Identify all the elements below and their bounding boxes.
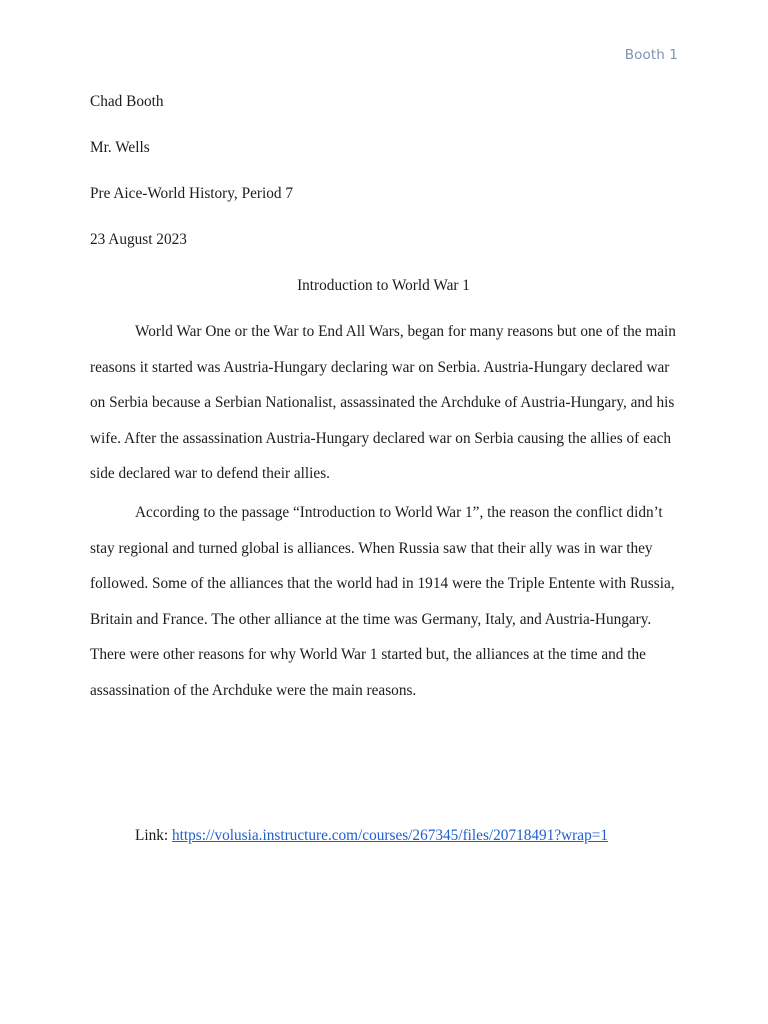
link-label: Link:: [135, 827, 172, 844]
running-head: Booth 1: [624, 47, 678, 63]
source-link[interactable]: https://volusia.instructure.com/courses/267345/files/20718491?wrap=1: [171, 827, 608, 844]
author-name: Chad Booth: [90, 93, 164, 110]
document-body: [90, 91, 680, 719]
paragraph-2: According to the passage “Introduction to World War 1”, the reason the conflict didn’t stay regional and turned global is alliances. When Russia saw that their ally was in war they followed. Some of the alliances that the world had in 1914 were the Triple Entente with Russia, Britain and France. The other alliance at the time was Germany, Italy, and Austria-Hungary. There were other reasons for why World War 1 started but, the alliances at the time and the assassination of the Archduke were the main reasons.: [90, 503, 675, 699]
document-title: Introduction to World War 1: [297, 277, 470, 294]
source-link-line: [135, 827, 608, 845]
course-name: Pre Aice-World History, Period 7: [90, 185, 293, 202]
document-date: 23 August 2023: [90, 231, 187, 248]
teacher-name: Mr. Wells: [90, 139, 150, 156]
paragraph-1: World War One or the War to End All Wars, began for many reasons but one of the main reasons it started was Austria-Hungary declaring war on Serbia. Austria-Hungary declared war on Serbia because a Serbian Nationalist, assassinated the Archduke of Austria-Hungary, and his wife. After the assassination Austria-Hungary declared war on Serbia causing the allies of each side declared war to defend their allies.: [90, 323, 676, 483]
